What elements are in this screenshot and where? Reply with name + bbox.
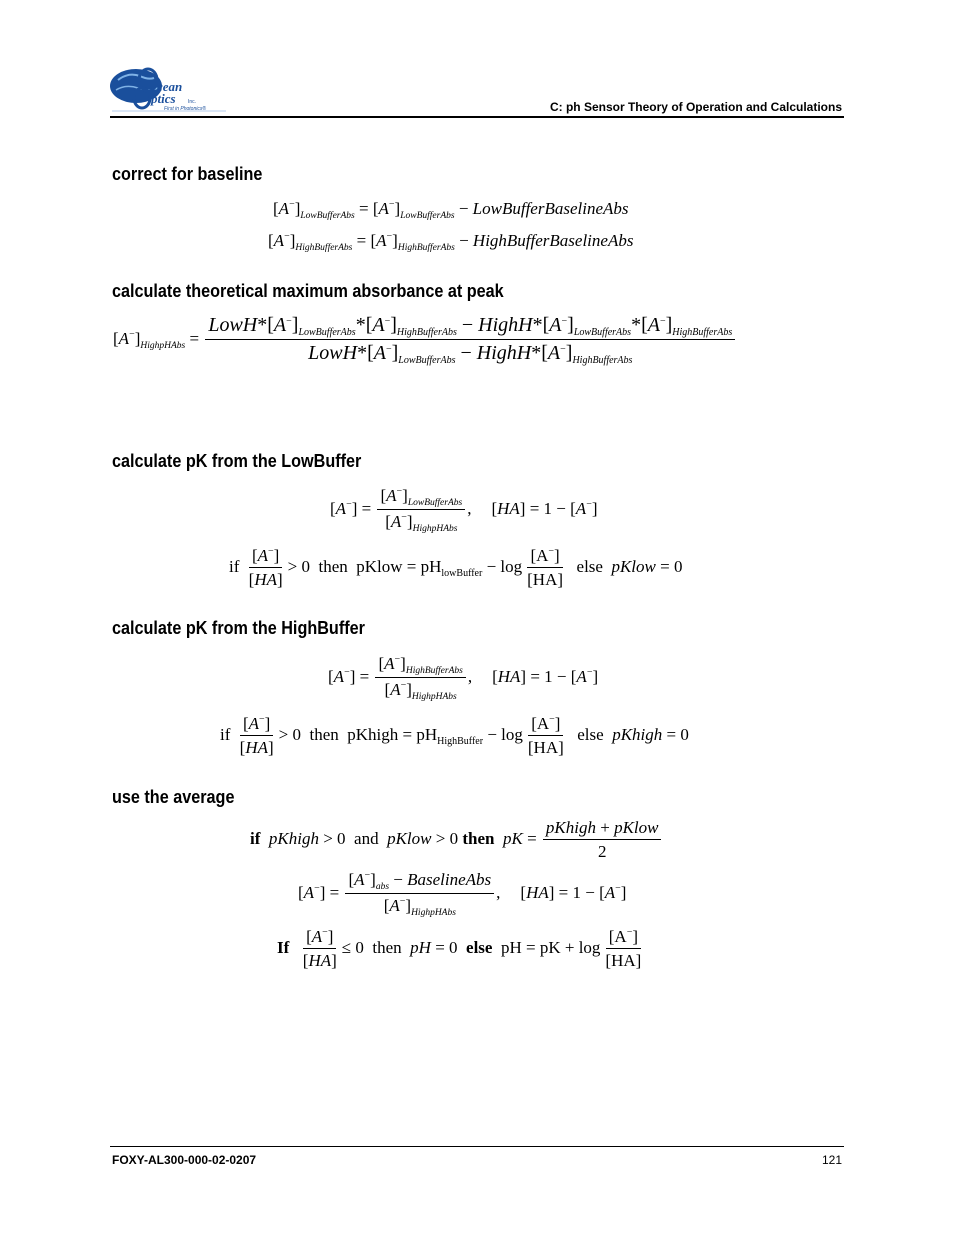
heading-correct-baseline: correct for baseline (112, 164, 263, 184)
equation-low-baseline: $[A^-]_{LowBufferAbs} = [A^-]_{LowBufferAbs}$ − LowBufferBaselineAbs (273, 199, 629, 221)
equation-pk-average: if pKhigh > 0 and pKlow > 0 then pK = $\frac{\text{pKhigh + pKlow}}{2}$ (250, 818, 663, 862)
equation-pklow: if $\frac{[A^-]}{[HA]}$ > 0 then pKlow = $pH_{lowBuffer} - \log$ $\frac{[A^-]}{[HA]}$ else pKlow = 0 (229, 546, 683, 589)
logo-text-inc: Inc. (188, 99, 197, 105)
logo-tagline: First in Photonics® (164, 106, 207, 112)
footer-rule (110, 1146, 844, 1147)
ocean-optics-logo (108, 66, 228, 114)
equation-theoretical-max: $[A^-]_{HighpHAbs}$ = $LowH*[A^-]_{LowBufferAbs}*[A^-]_{HighBufferAbs}$ − $HighH*[A^-]_{LowBufferAbs}*[A^-]_{HighBufferAbs}$ $LowH*[A^-]_{LowBufferAbs}$ − $HighH*[A^-]_{HighBufferAbs}$ (113, 314, 737, 366)
logo-text-ocean: cean (157, 79, 183, 94)
footer-document-id: FOXY-AL300-000-02-0207 (112, 1153, 257, 1167)
equation-low-ratio: [A−] = $\frac{[A^-]_{LowBufferAbs}}{[A^-]_{HighpHAbs}}$ , [HA] = 1 − [A−] (330, 486, 598, 534)
equation-final-ratio: [A−] = $\frac{[A^-]_{abs} - BaselineAbs}{[A^-]_{HighpHAbs}}$ , [HA] = 1 − [A−] (298, 870, 627, 918)
equation-final-ph: If $\frac{[A^-]}{[HA]}$ ≤ 0 then pH = 0 else pH = pK + log $\frac{[A^-]}{[HA]}$ (277, 927, 642, 970)
heading-pk-lowbuffer: calculate pK from the LowBuffer (112, 451, 362, 471)
footer-page-number: 121 (821, 1153, 842, 1167)
logo-text-optics: ptics (151, 91, 176, 106)
equation-high-ratio: [A−] = $\frac{[A^-]_{HighBufferAbs}}{[A^-]_{HighpHAbs}}$ , [HA] = 1 − [A−] (328, 654, 599, 702)
header-rule (110, 116, 844, 118)
equation-pkhigh: if $\frac{[A^-]}{[HA]}$ > 0 then pKhigh = $pH_{HighBuffer} - \log$ $\frac{[A^-]}{[HA]}$ else pKhigh = 0 (220, 714, 689, 757)
heading-theoretical-max: calculate theoretical maximum absorbance at peak (112, 281, 504, 301)
header-section-title: C: ph Sensor Theory of Operation and Calculations (549, 100, 842, 114)
heading-pk-highbuffer: calculate pK from the HighBuffer (112, 618, 365, 638)
heading-use-average: use the average (112, 787, 235, 807)
equation-high-baseline: $[A^-]_{HighBufferAbs} = [A^-]_{HighBufferAbs}$ − HighBufferBaselineAbs (268, 231, 634, 253)
